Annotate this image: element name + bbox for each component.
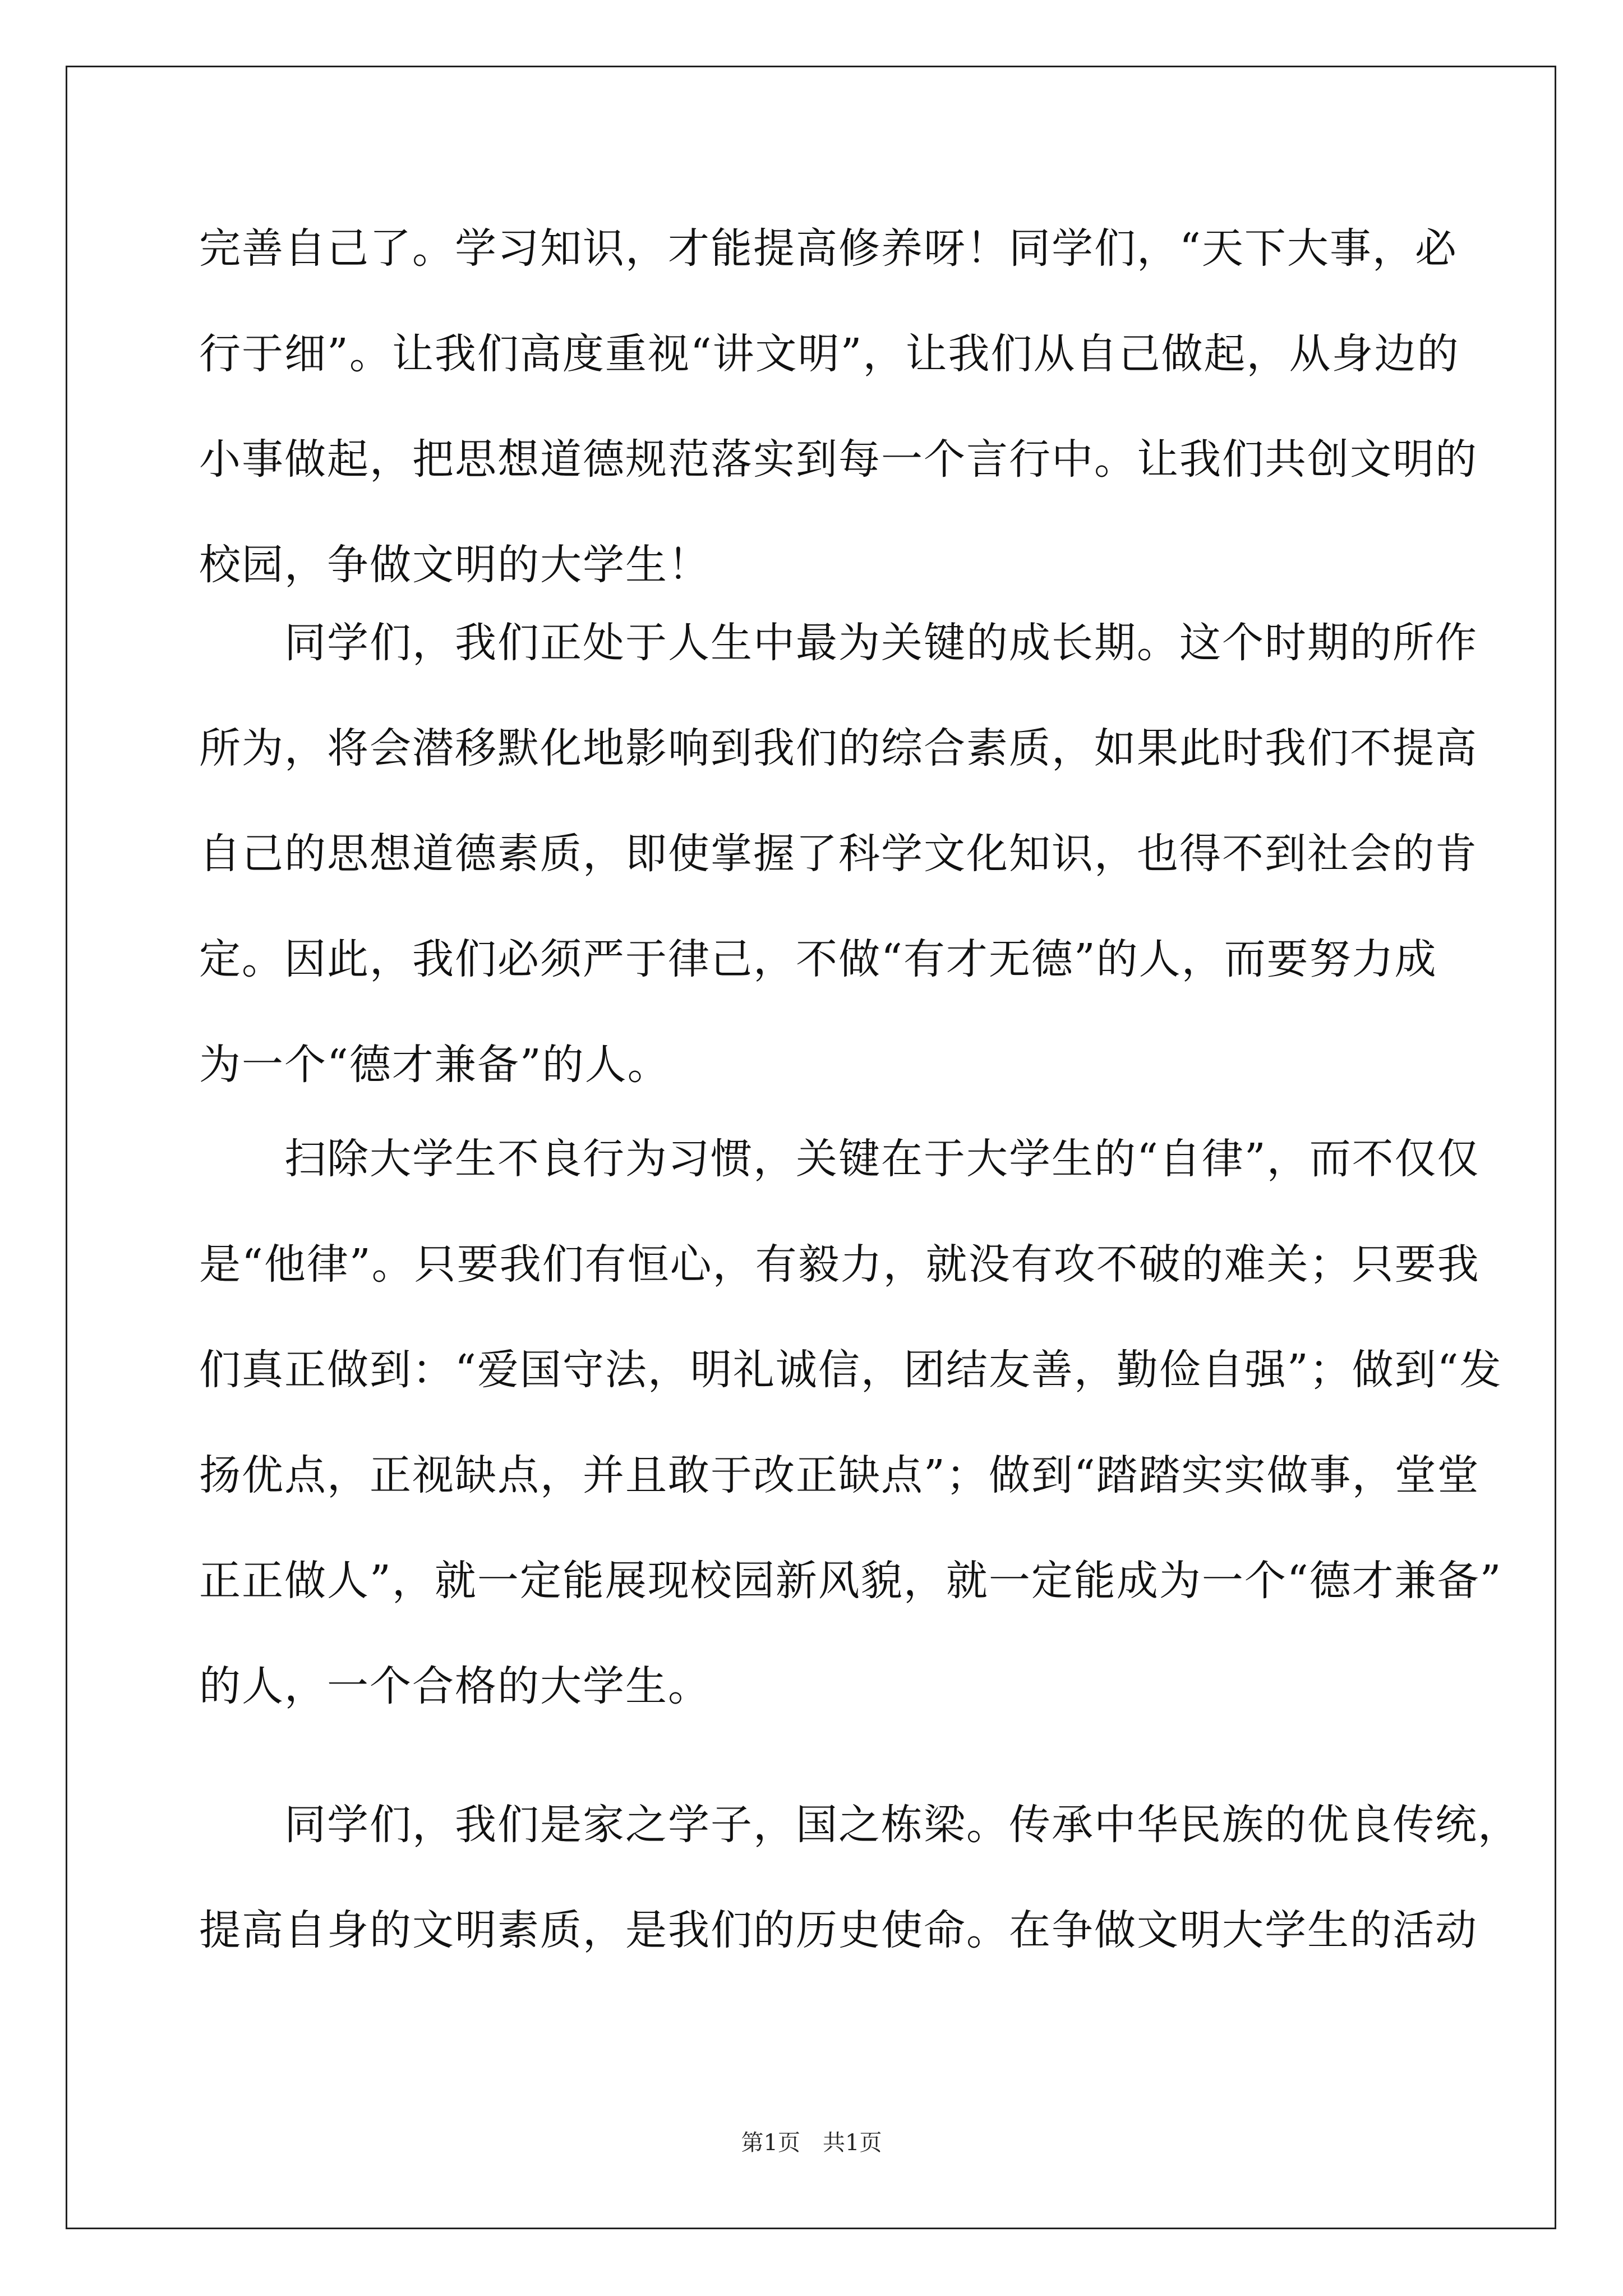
text-line: 行于细”。让我们高度重视“讲文明”，让我们从自己做起，从身边的 xyxy=(199,330,1460,378)
text-line: 同学们，我们是家之学子，国之栋梁。传承中华民族的优良传统， xyxy=(199,1801,1520,1849)
paragraph xyxy=(199,616,1478,1143)
page-footer: 第1页 共1页 xyxy=(741,2130,882,2156)
text-line: 的人，一个合格的大学生。 xyxy=(199,1662,711,1710)
text-line: 定。因此，我们必须严于律己，不做“有才无德”的人，而要努力成 xyxy=(199,935,1437,983)
text-line: 是“他律”。只要我们有恒心，有毅力，就没有攻不破的难关；只要我 xyxy=(199,1240,1480,1289)
text-line: 自己的思想道德素质，即使掌握了科学文化知识，也得不到社会的肯 xyxy=(199,830,1478,878)
text-line: 正正做人”，就一定能展现校园新风貌，就一定能成为一个“德才兼备” xyxy=(199,1557,1502,1605)
paragraph xyxy=(199,1132,1502,1765)
text-line: 提高自身的文明素质，是我们的历史使命。在争做文明大学生的活动 xyxy=(199,1906,1478,1954)
text-line: 扫除大学生不良行为习惯，关键在于大学生的“自律”，而不仅仅 xyxy=(199,1135,1480,1183)
text-line: 校园，争做文明的大学生！ xyxy=(199,541,711,589)
text-line: 为一个“德才兼备”的人。 xyxy=(199,1041,670,1089)
text-line: 们真正做到：“爱国守法，明礼诚信，团结友善，勤俭自强”；做到“发 xyxy=(199,1346,1502,1394)
text-line: 所为，将会潜移默化地影响到我们的综合素质，如果此时我们不提高 xyxy=(199,724,1478,772)
text-line: 同学们，我们正处于人生中最为关键的成长期。这个时期的所作 xyxy=(199,619,1478,667)
text-line: 完善自己了。学习知识，才能提高修养呀！同学们，“天下大事，必 xyxy=(199,224,1458,273)
text-line: 扬优点，正视缺点，并且敢于改正缺点”；做到“踏踏实实做事，堂堂 xyxy=(199,1451,1480,1499)
text-line: 小事做起，把思想道德规范落实到每一个言行中。让我们共创文明的 xyxy=(199,435,1478,484)
paragraph xyxy=(199,1798,1520,2009)
